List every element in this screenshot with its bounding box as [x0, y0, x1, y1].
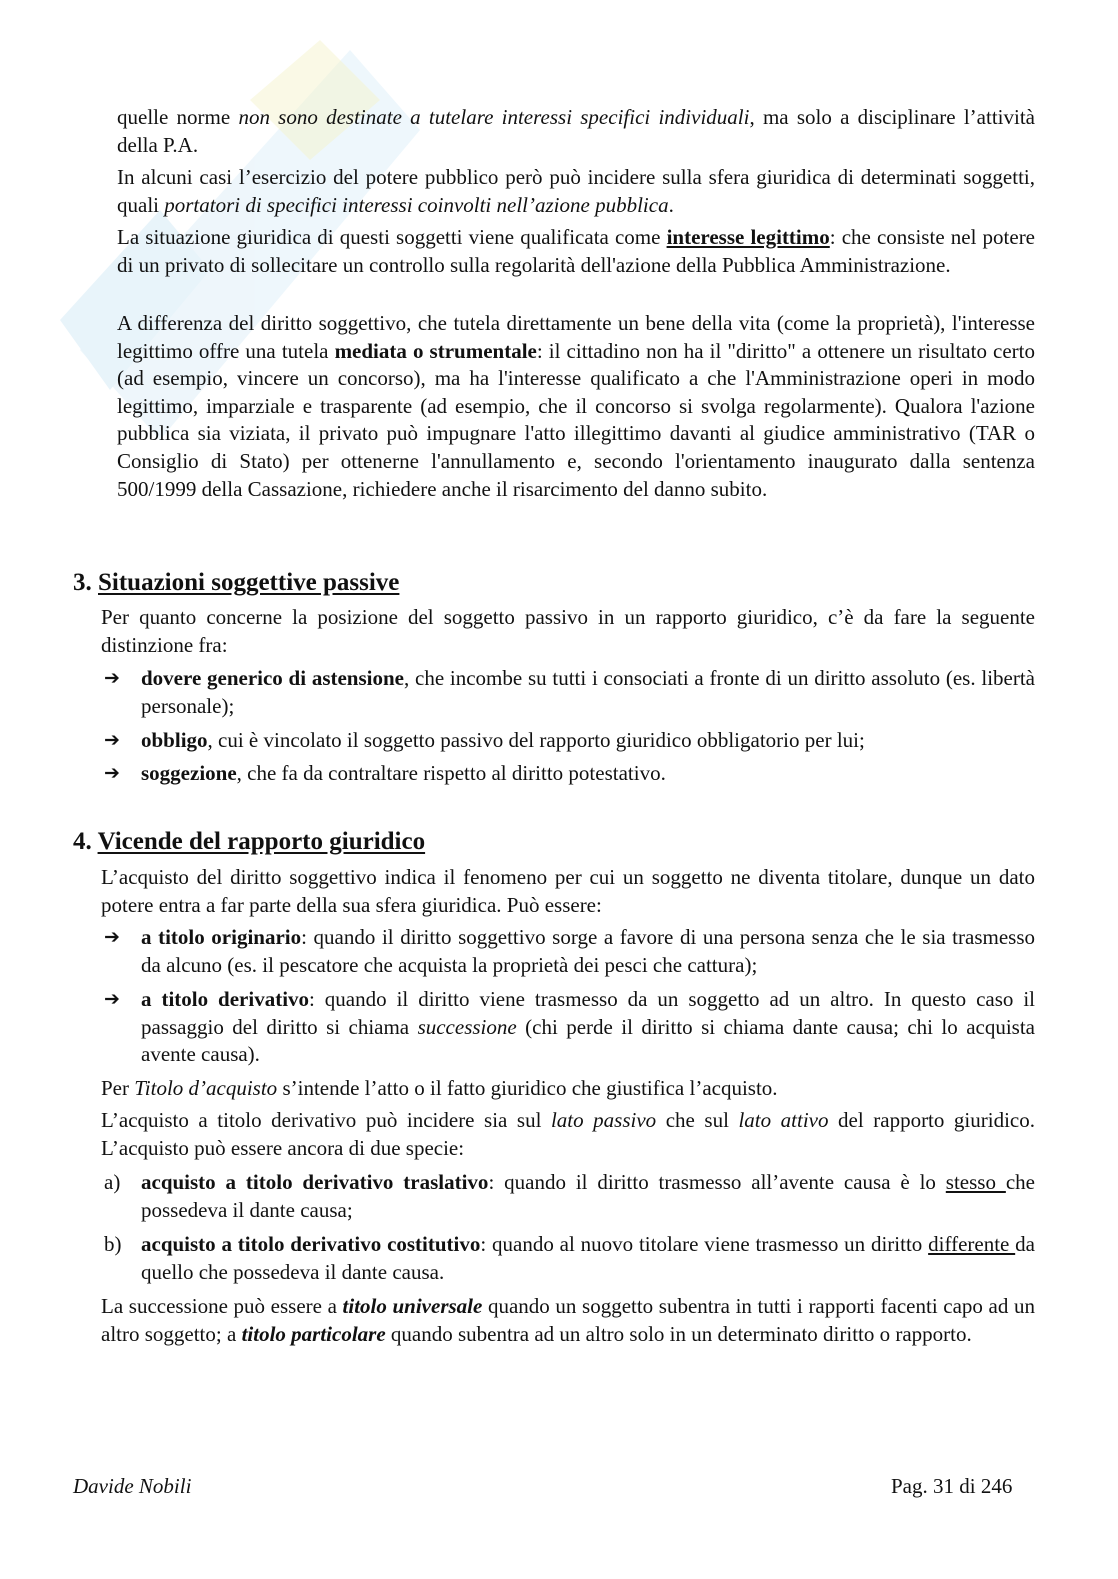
footer-page-number: Pag. 31 di 246: [891, 1474, 1013, 1498]
paragraph-titolo-acquisto: Per Titolo d’acquisto s’intende l’atto o il fatto giuridico che giustifica l’acquisto.: [101, 1076, 778, 1100]
list-item: b) acquisto a titolo derivativo costitutivo: quando al nuovo titolare viene trasmesso un diritto differente da quello che possedeva il dante causa.: [104, 1232, 1035, 1284]
arrow-icon: ➔: [104, 988, 120, 1010]
arrow-icon: ➔: [104, 667, 120, 689]
arrow-icon: ➔: [104, 729, 120, 751]
arrow-icon: ➔: [104, 762, 120, 784]
paragraph-norme: quelle norme non sono destinate a tutelare interessi specifici individuali, ma solo a disciplinare l’attività della P.A.: [117, 105, 1035, 157]
list-marker: b): [104, 1232, 122, 1256]
section-3-intro: Per quanto concerne la posizione del soggetto passivo in un rapporto giuridico, c’è da fare la seguente distinzione fra:: [101, 605, 1035, 657]
list-item: ➔ obbligo, cui è vincolato il soggetto passivo del rapporto giuridico obbligatorio per lui;: [104, 727, 1035, 755]
list-item: ➔ dovere generico di astensione, che incombe su tutti i consociati a fronte di un diritto assoluto (es. libertà personale);: [104, 666, 1035, 718]
list-item: a) acquisto a titolo derivativo traslativo: quando il diritto trasmesso all’avente causa è lo stesso che possedeva il dante causa;: [104, 1170, 1035, 1222]
paragraph-successione: La successione può essere a titolo universale quando un soggetto subentra in tutti i rapporti facenti capo ad un altro soggetto; a titolo particolare quando subentra ad un altro solo in un determinato diritto o rapporto.: [101, 1294, 1035, 1346]
list-item: ➔ a titolo originario: quando il diritto soggettivo sorge a favore di una persona senza che le sia trasmesso da alcuno (es. il pescatore che acquista la proprietà dei pesci che cattura);: [104, 925, 1036, 977]
list-marker: a): [104, 1170, 121, 1194]
list-item: ➔ soggezione, che fa da contraltare rispetto al diritto potestativo.: [104, 760, 1035, 788]
paragraph-potere-pubblico: In alcuni casi l’esercizio del potere pubblico però può incidere sulla sfera giuridica di determinati soggetti, quali portatori di specifici interessi coinvolti nell’azione pubblica.: [117, 165, 1035, 217]
section-3-heading: 3. Situazioni soggettive passive: [73, 569, 400, 596]
arrow-icon: ➔: [104, 926, 120, 948]
section-4-intro: L’acquisto del diritto soggettivo indica il fenomeno per cui un soggetto ne diventa titolare, dunque un dato potere entra a far parte della sua sfera giuridica. Può essere:: [101, 865, 1035, 917]
paragraph-interesse-legittimo: La situazione giuridica di questi soggetti viene qualificata come interesse legittimo: che consiste nel potere di un privato di sollecitare un controllo sulla regolarità dell'azione della Pubblica Amministrazione.: [117, 225, 1036, 277]
section-4-heading: 4. Vicende del rapporto giuridico: [73, 828, 426, 855]
list-item: ➔ a titolo derivativo: quando il diritto viene trasmesso da un soggetto ad un altro. In questo caso il passaggio del diritto si chiama successione (chi perde il diritto si chiama dante causa; chi lo acquista avente causa).: [104, 987, 1035, 1067]
paragraph-differenza: A differenza del diritto soggettivo, che tutela direttamente un bene della vita (come la proprietà), l'interesse legittimo offre una tutela mediata o strumentale: il cittadino non ha il "diritto" a ottenere un risultato certo (ad esempio, vincere un concorso), ma ha l'interesse qualificato a che l'Amministrazione operi in modo legittimo, imparziale e trasparente (ad esempio, che il concorso si svolga regolarmente). Qualora l'azione pubblica sia viziata, il privato può impugnare l'atto illegittimo davanti al giudice amministrativo (TAR o Consiglio di Stato) per ottenerne l'annullamento e, secondo l'orientamento inaugurato dalla sentenza 500/1999 della Cassazione, richiedere anche il risarcimento del danno subito.: [117, 311, 1036, 501]
paragraph-lato: L’acquisto a titolo derivativo può incidere sia sul lato passivo che sul lato attivo del rapporto giuridico. L’acquisto può essere ancora di due specie:: [101, 1108, 1036, 1160]
footer-author: Davide Nobili: [73, 1474, 192, 1498]
